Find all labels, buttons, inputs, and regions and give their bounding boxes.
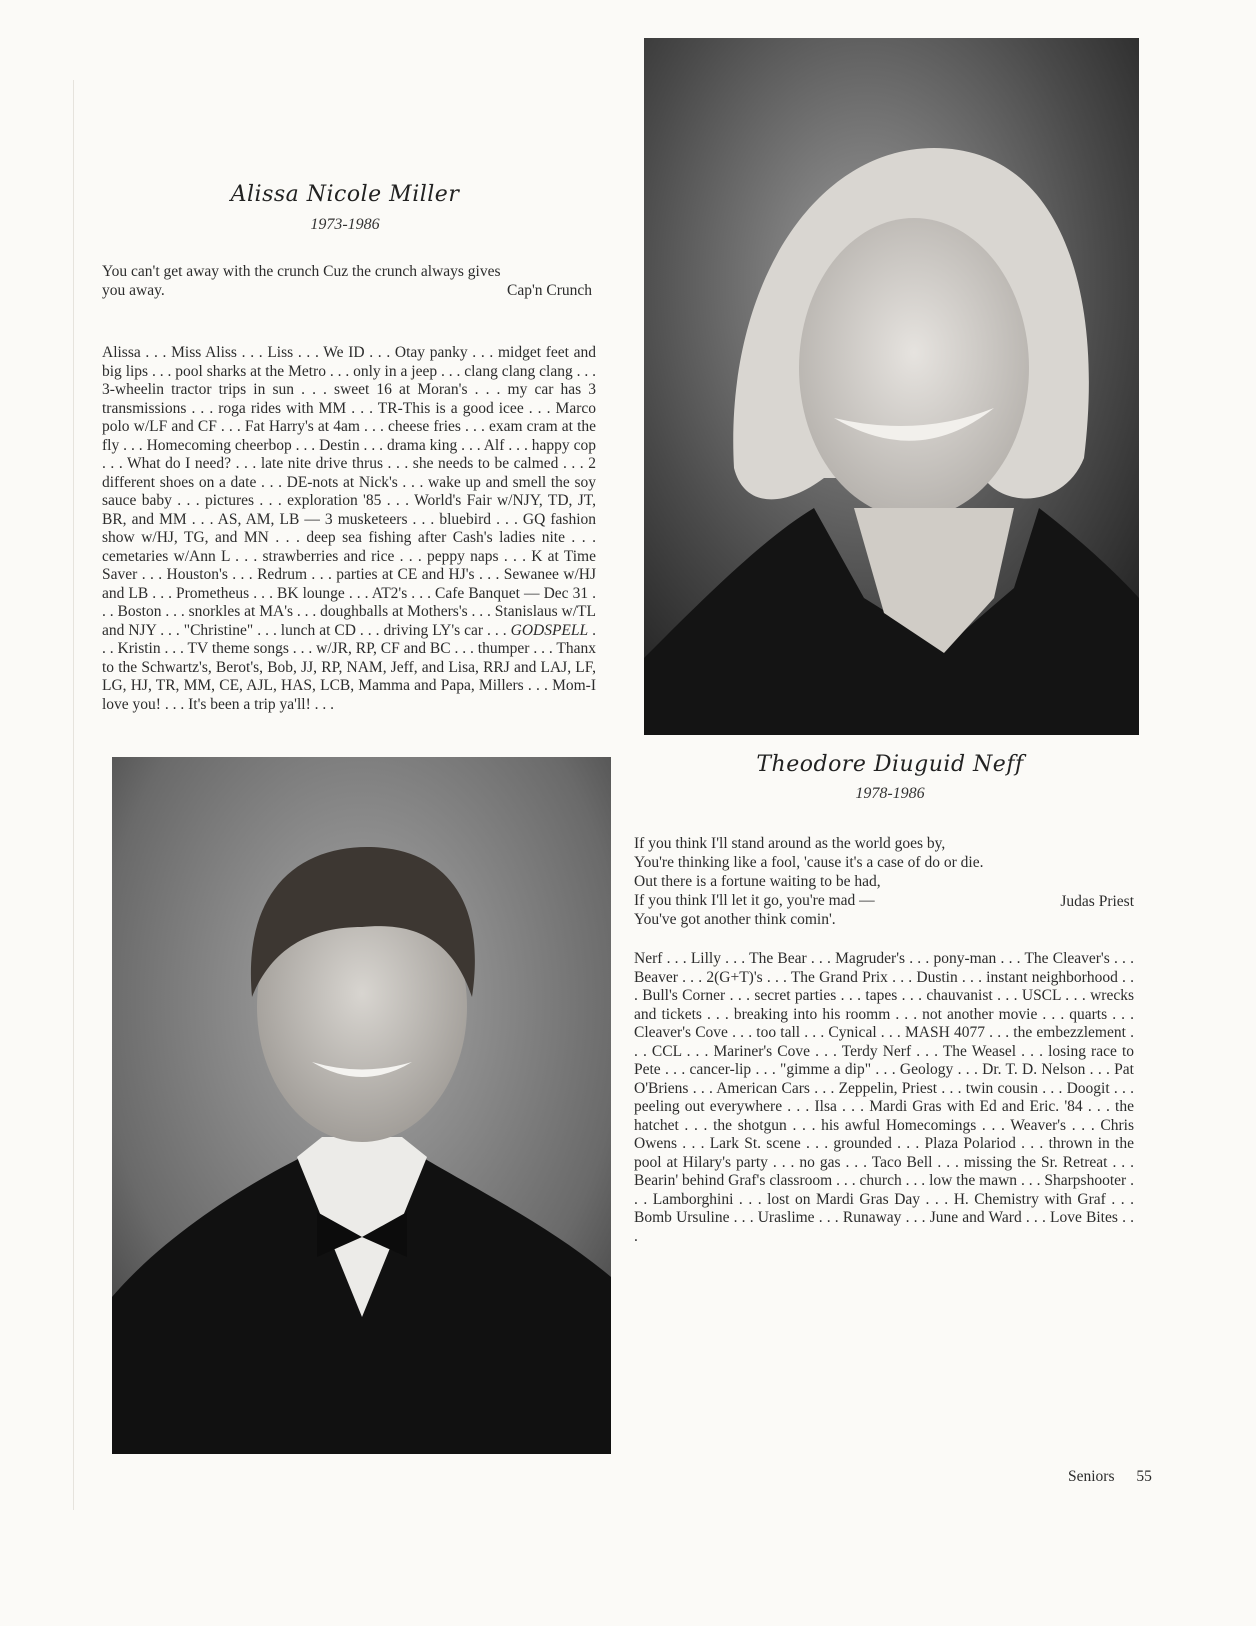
- quote-theodore: [634, 834, 1134, 934]
- quote-line-1: If you think I'll stand around as the world goes by,: [634, 835, 946, 852]
- student-name-alissa: Alissa Nicole Miller: [230, 182, 460, 207]
- quote-source-alissa: Cap'n Crunch: [506, 282, 592, 299]
- quote-source-theodore: Judas Priest: [1060, 893, 1134, 910]
- quote-line-5: You've got another think comin'.: [634, 911, 836, 928]
- quote-line-2: You're thinking like a fool, 'cause it's a case of do or die.: [634, 854, 984, 871]
- page-footer: [1068, 1468, 1152, 1486]
- quote-text-alissa: You can't get away with the crunch Cuz the crunch always gives you away.: [102, 263, 501, 299]
- quote-line-4: If you think I'll let it go, you're mad —: [634, 892, 875, 909]
- bio-text-alissa: Alissa . . . Miss Aliss . . . Liss . . . We ID . . . Otay panky . . . midget feet and big lips . . . pool sharks at the Metro . . . only in a jeep . . . clang clang clang . . . 3-wheelin tractor trips in sun . . . sweet 16 at Moran's . . . my car has 3 transmissions . . . roga rides with MM . . . TR-This is a good icee . . . Marco polo w/LF and CF . . . Fat Harry's at 4am . . . cheese fries . . . exam cram at the fly . . . Homecoming cheerbop . . . Destin . . . drama king . . . Alf . . . happy cop . . . What do I need? . . . late nite drive thrus . . . she needs to be calmed . . . 2 different shoes on a date . . . DE-nots at Nick's . . . wake up and smell the soy sauce baby . . . pictures . . . exploration '85 . . . World's Fair w/NJY, TD, JT, BR, and MM . . . AS, AM, LB — 3 musketeers . . . bluebird . . . GQ fashion show w/HJ, TG, and MN . . . deep sea fishing after Cash's ladies nite . . . cemetaries w/Ann L . . . strawberries and rice . . . peppy naps . . . K at Time Saver . . . Houston's . . . Redrum . . . parties at CE and HJ's . . . Sewanee w/HJ and LB . . . Prometheus . . . BK lounge . . . AT2's . . . Cafe Banquet — Dec 31 . . . Boston . . . snorkles at MA's . . . doughballs at Mothers's . . . Stanislaus w/TL and NJY . . . "Christine" . . . lunch at CD . . . driving LY's car . . .: [102, 344, 596, 639]
- quote-alissa: [102, 262, 592, 302]
- section-label: Seniors: [1068, 1468, 1115, 1485]
- bio-italic-alissa: GODSPELL: [510, 621, 589, 639]
- quote-line-3: Out there is a fortune waiting to be had,: [634, 873, 881, 890]
- bio-end-alissa: . . . Kristin . . . TV theme songs . . . w/JR, RP, CF and BC . . . thumper . . . Thanx to the Schwartz's, Berot's, Bob, JJ, RP, NAM, Jeff, and Lisa, RRJ and LAJ, LF, LG, HJ, TR, MM, CE, AJL, HAS, LCB, Mamma and Papa, Millers . . . Mom-I love you! . . . It's been a trip ya'll! . . .: [102, 621, 596, 713]
- bio-alissa: [102, 344, 596, 714]
- page-binding-edge: [73, 80, 74, 1510]
- student-years-alissa: 1973-1986: [310, 216, 380, 233]
- portrait-photo-theodore: [112, 757, 611, 1454]
- portrait-photo-alissa: [644, 38, 1139, 735]
- student-years-theodore: 1978-1986: [855, 785, 925, 802]
- page-number: 55: [1136, 1468, 1152, 1485]
- student-name-theodore: Theodore Diuguid Neff: [756, 752, 1024, 777]
- bio-theodore: Nerf . . . Lilly . . . The Bear . . . Magruder's . . . pony-man . . . The Cleaver's . . . Beaver . . . 2(G+T)'s . . . The Grand Prix . . . Dustin . . . instant neighborhood . . . Bull's Corner . . . secret parties . . . tapes . . . chauvanist . . . USCL . . . wrecks and tickets . . . breaking into his roomm . . . not another movie . . . quarts . . . Cleaver's Cove . . . too tall . . . Cynical . . . MASH 4077 . . . the embezzlement . . . CCL . . . Mariner's Cove . . . Terdy Nerf . . . The Weasel . . . losing race to Pete . . . cancer-lip . . . "gimme a dip" . . . Geology . . . Dr. T. D. Nelson . . . Pat O'Briens . . . American Cars . . . Zeppelin, Priest . . . twin cousin . . . Doogit . . . peeling out everywhere . . . Ilsa . . . Mardi Gras with Ed and Eric. '84 . . . the hatchet . . . the shotgun . . . his awful Homecomings . . . Weaver's . . . Chris Owens . . . Lark St. scene . . . grounded . . . Plaza Polariod . . . thrown in the pool at Hilary's party . . . no gas . . . Taco Bell . . . missing the Sr. Retreat . . . Bearin' behind Graf's classroom . . . church . . . low the mawn . . . Sharpshooter . . . Lamborghini . . . lost on Mardi Gras Day . . . H. Chemistry with Graf . . . Bomb Ursuline . . . Uraslime . . . Runaway . . . June and Ward . . . Love Bites . . .: [634, 950, 1134, 1245]
